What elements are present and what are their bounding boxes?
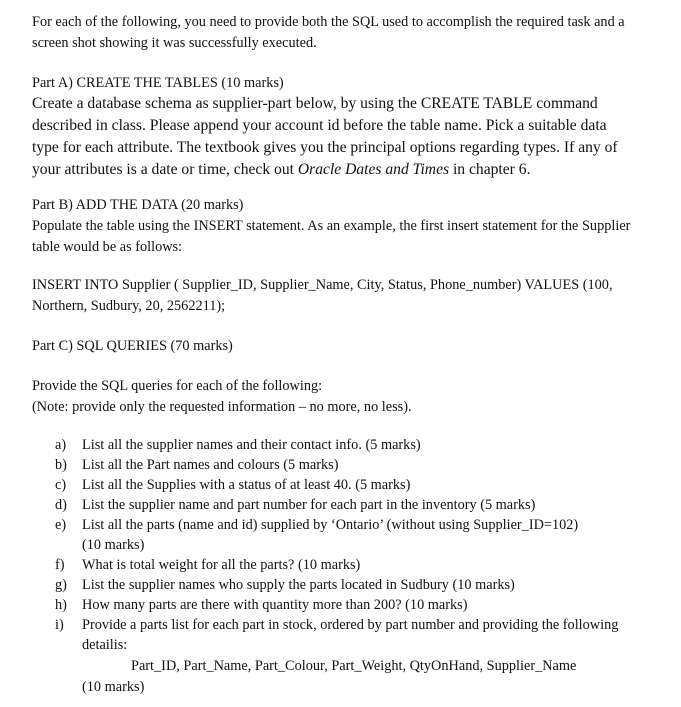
list-item-text: List the supplier name and part number for each part in the inventory (5 marks) — [82, 497, 536, 513]
list-marker: g) — [55, 577, 67, 593]
list-item-continuation: detailis: — [82, 637, 128, 653]
oracle-dates-reference: Oracle Dates and Times — [297, 161, 450, 178]
list-item — [0, 615, 681, 655]
list-item — [0, 435, 681, 455]
intro-line-1: For each of the following, you need to provide both the SQL used to accomplish the required task and a — [32, 14, 625, 30]
insert-example-line-1: INSERT INTO Supplier ( Supplier_ID, Supplier_Name, City, Status, Phone_number) VALUES (100, — [32, 277, 613, 293]
list-item-text: Provide a parts list for each part in stock, ordered by part number and providing the following — [82, 617, 619, 633]
part-b-line-2: table would be as follows: — [32, 239, 183, 255]
part-a-heading: Part A) CREATE THE TABLES (10 marks) — [32, 75, 284, 91]
list-marker: b) — [55, 457, 67, 473]
list-item-text: List all the supplier names and their contact info. (5 marks) — [82, 437, 421, 453]
list-item-text: List all the parts (name and id) supplied by ‘Ontario’ (without using Supplier_ID=102) — [82, 517, 579, 533]
list-item — [0, 495, 681, 515]
list-item-text: List all the Supplies with a status of at least 40. (5 marks) — [82, 477, 411, 493]
part-a-line-1: Create a database schema as supplier-part below, by using the CREATE TABLE command — [32, 95, 598, 112]
list-marker: f) — [55, 557, 65, 573]
part-a-line-3: type for each attribute. The textbook gives you the principal options regarding types. If any of — [32, 139, 618, 156]
list-item — [0, 455, 681, 475]
part-a-line-2: described in class. Please append your account id before the table name. Pick a suitable data — [32, 117, 607, 134]
list-marker: e) — [55, 517, 67, 533]
list-marker: h) — [55, 597, 67, 613]
list-marker: i) — [55, 617, 64, 633]
part-c-line-1: Provide the SQL queries for each of the following: — [32, 378, 323, 394]
part-c-note: (Note: provide only the requested information – no more, no less). — [32, 399, 412, 415]
list-item-text: List all the Part names and colours (5 marks) — [82, 457, 339, 473]
list-item — [0, 475, 681, 495]
final-marks: (10 marks) — [82, 679, 145, 695]
intro-line-2: screen shot showing it was successfully executed. — [32, 35, 317, 51]
list-marker: d) — [55, 497, 67, 513]
list-item — [0, 555, 681, 575]
part-c-heading: Part C) SQL QUERIES (70 marks) — [32, 338, 233, 354]
list-marker: a) — [55, 437, 67, 453]
insert-example-line-2: Northern, Sudbury, 20, 2562211); — [32, 298, 226, 314]
list-item — [0, 595, 681, 615]
list-item-text: List the supplier names who supply the parts located in Sudbury (10 marks) — [82, 577, 515, 593]
part-a-line-4-suffix: in chapter 6. — [449, 161, 531, 178]
list-marker: c) — [55, 477, 67, 493]
part-b-line-1: Populate the table using the INSERT statement. As an example, the first insert statement for the Supplier — [32, 218, 631, 234]
list-item-text: What is total weight for all the parts? (10 marks) — [82, 557, 361, 573]
list-item — [0, 515, 681, 555]
parts-list-fields: Part_ID, Part_Name, Part_Colour, Part_Weight, QtyOnHand, Supplier_Name — [131, 658, 577, 674]
part-a-line-4-prefix: your attributes is a date or time, check out — [32, 161, 298, 178]
list-item — [0, 575, 681, 595]
list-item-text: How many parts are there with quantity more than 200? (10 marks) — [82, 597, 468, 613]
part-b-heading: Part B) ADD THE DATA (20 marks) — [32, 197, 244, 213]
part-a-line-4 — [32, 160, 530, 180]
list-item-continuation: (10 marks) — [82, 537, 145, 553]
